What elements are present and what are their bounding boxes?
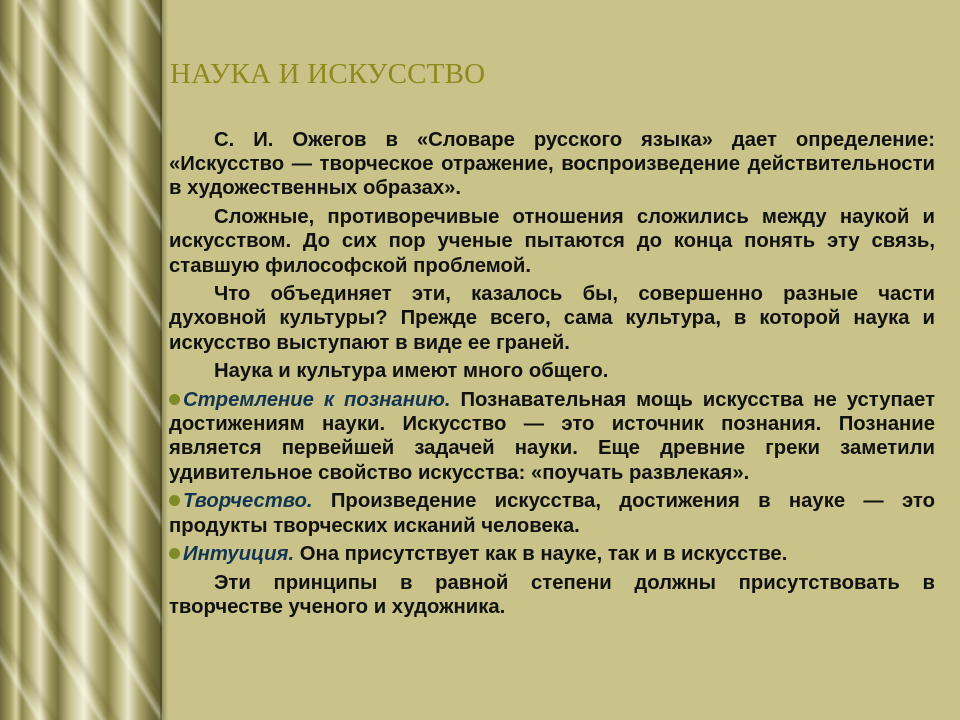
bullet-intuition bbox=[169, 542, 935, 566]
gold-column-decoration bbox=[0, 0, 162, 720]
paragraph-relations: Сложные, противоречивые отношения сложились между наукой и искусством. До сих пор ученые пытаются до конца понять эту связь, ставшую философской проблемой. bbox=[169, 206, 935, 277]
bullet-creativity bbox=[169, 489, 935, 537]
bullet-lead: Творчество. bbox=[183, 490, 313, 513]
column-shadow bbox=[160, 0, 168, 720]
bullet-icon bbox=[169, 548, 180, 559]
paragraph-definition: С. И. Ожегов в «Словаре русского языка» дает определение: «Искусство — творческое отражение, воспроизведение действительности в художественных образах». bbox=[169, 129, 935, 200]
paragraph-common: Наука и культура имеют много общего. bbox=[214, 360, 609, 383]
bullet-icon bbox=[169, 394, 180, 405]
bullet-icon bbox=[169, 495, 180, 506]
paragraph-closing: Эти принципы в равной степени должны присутствовать в творчестве ученого и художника. bbox=[169, 571, 935, 619]
slide-title: НАУКА И ИСКУССТВО bbox=[170, 58, 486, 90]
slide-body bbox=[169, 128, 935, 624]
bullet-text: Она присутствует как в науке, так и в искусстве. bbox=[294, 543, 788, 566]
bullet-text: Произведение искусства, достижения в науке — это продукты творческих исканий человека. bbox=[169, 490, 935, 537]
bullet-lead: Интуиция. bbox=[183, 543, 295, 566]
bullet-cognition bbox=[169, 388, 935, 485]
paragraph-unity: Что объединяет эти, казалось бы, совершенно разные части духовной культуры? Прежде всего, сама культура, в которой наука и искусство выступают в виде ее граней. bbox=[169, 283, 935, 354]
bullet-text: Познавательная мощь искусства не уступает достижениям науки. Искусство — это источник познания. Познание является первейшей задачей науки. Еще древние греки заметили удивительное свойство искусства: «поучать развлекая». bbox=[169, 389, 936, 484]
column-sheen bbox=[0, 0, 162, 720]
bullet-lead: Стремление к познанию. bbox=[183, 389, 451, 412]
